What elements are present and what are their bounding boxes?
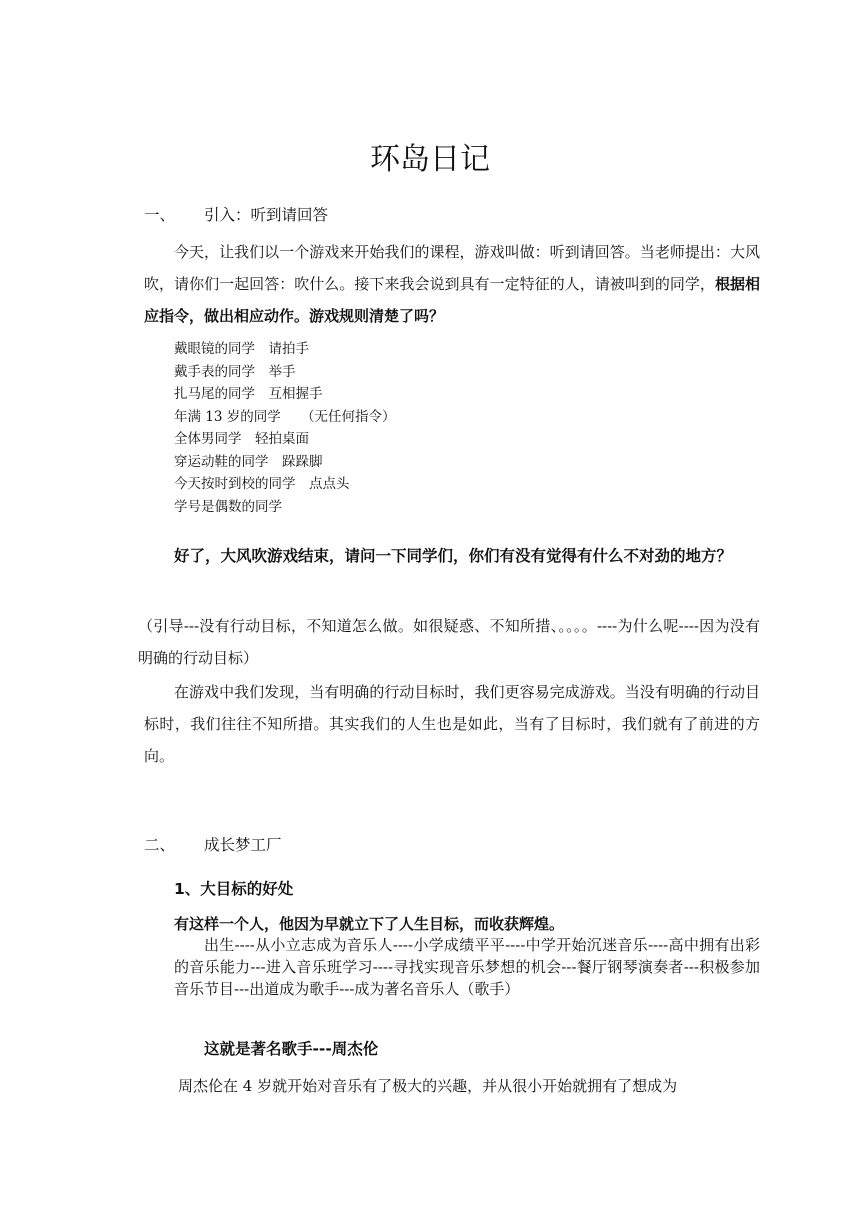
section-2-title: 成长梦工厂 [204, 836, 282, 854]
guide-paragraph: （引导---没有行动目标，不知道怎么做。如很疑惑、不知所措、。。。。----为什么呢----因为没有明确的行动目标） [138, 617, 760, 667]
section-2-number: 二、 [144, 836, 176, 854]
list-item: 年满 13 岁的同学 （无任何指令） [174, 408, 396, 425]
conclusion-paragraph: 在游戏中我们发现，当有明确的行动目标时，我们更容易完成游戏。当没有明确的行动目标时，我们往往不知所措。其实我们的人生也是如此，当有了目标时，我们就有了前进的方向。 [144, 683, 760, 765]
section-1-number: 一、 [144, 206, 176, 224]
command-list [174, 338, 396, 518]
list-item: 戴手表的同学 举手 [174, 363, 296, 380]
intro-text: 今天，让我们以一个游戏来开始我们的课程，游戏叫做：听到请回答。当老师提出：大风吹，请你们一起回答：吹什么。接下来我会说到具有一定特征的人，请被叫到的同学， [144, 243, 760, 293]
reveal-heading: 这就是著名歌手---周杰伦 [204, 1040, 379, 1058]
list-item: 学号是偶数的同学 [174, 498, 282, 515]
intro-paragraph [144, 236, 760, 332]
question-paragraph: 好了，大风吹游戏结束，请问一下同学们，你们有没有觉得有什么不对劲的地方？ [174, 546, 733, 565]
list-item: 戴眼镜的同学 请拍手 [174, 341, 309, 357]
story-lead: 有这样一个人，他因为早就立下了人生目标，而收获辉煌。 [174, 915, 565, 933]
subsection-heading: 1、大目标的好处 [174, 880, 294, 898]
list-item: 扎马尾的同学 互相握手 [174, 386, 323, 402]
intro-rules-text: 根据相应指令，做出相应动作。游戏规则清楚了吗？ [144, 275, 760, 325]
section-1-title: 引入：听到请回答 [204, 206, 329, 224]
list-item: 全体男同学 轻拍桌面 [174, 431, 309, 447]
page-title: 环岛日记 [370, 142, 490, 177]
list-item: 穿运动鞋的同学 跺跺脚 [174, 453, 323, 470]
list-item: 今天按时到校的同学 点点头 [174, 476, 350, 492]
story-paragraph: 出生----从小立志成为音乐人----小学成绩平平----中学开始沉迷音乐----高中拥有出彩的音乐能力---进入音乐班学习----寻找实现音乐梦想的机会---餐厅钢琴演奏者---积极参加音乐节目---出道成为歌手---成为著名音乐人（歌手） [174, 936, 760, 998]
section-1-heading [144, 204, 328, 226]
last-paragraph: 周杰伦在 4 岁就开始对音乐有了极大的兴趣，并从很小开始就拥有了想成为 [178, 1077, 678, 1095]
section-2-heading [144, 834, 282, 856]
